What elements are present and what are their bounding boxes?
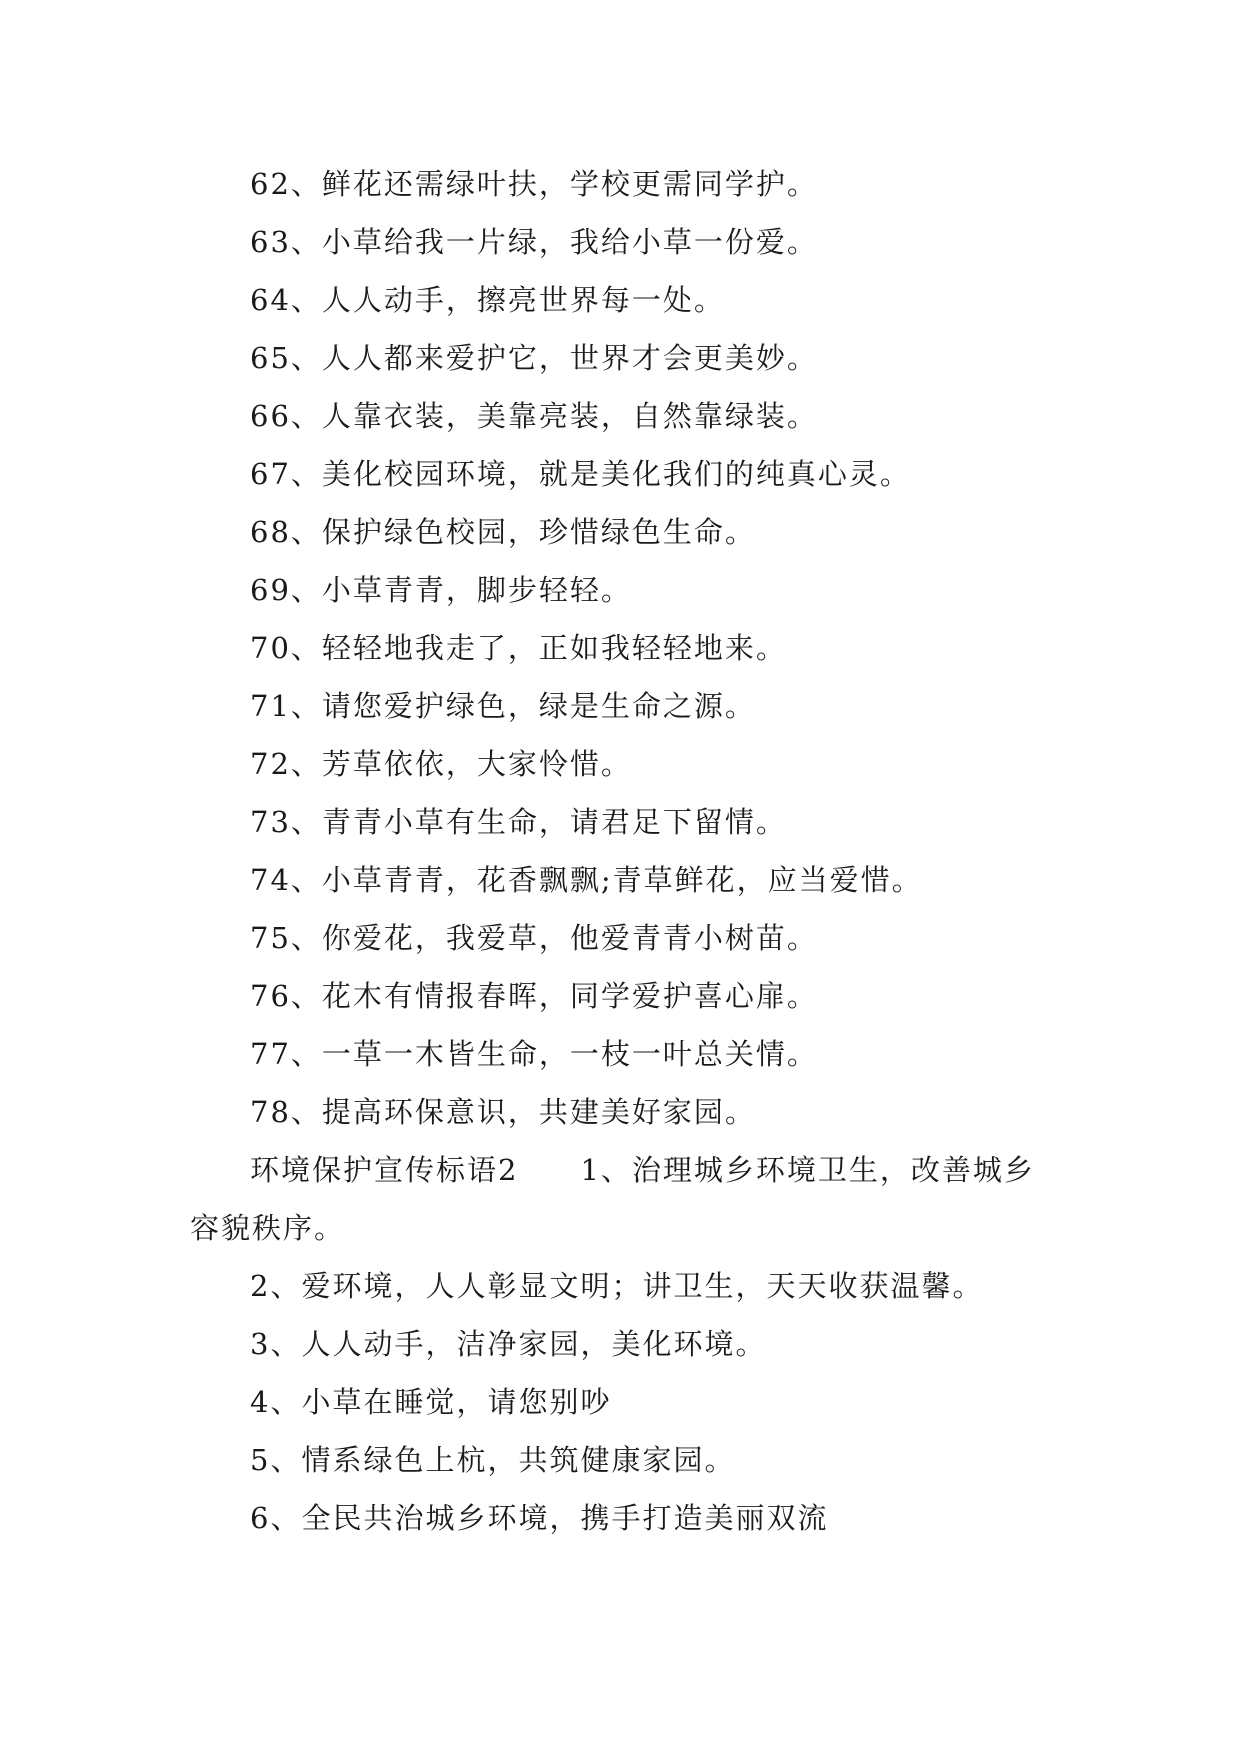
- slogan-line: 74、小草青青，花香飘飘;青草鲜花，应当爱惜。: [250, 863, 923, 897]
- document-body: [190, 155, 1060, 1547]
- slogan-line: 6、全民共治城乡环境，携手打造美丽双流: [250, 1501, 829, 1535]
- slogan-line: 77、一草一木皆生命，一枝一叶总关情。: [250, 1037, 818, 1071]
- slogan-line: 68、保护绿色校园，珍惜绿色生命。: [250, 515, 756, 549]
- slogan-line: 3、人人动手，洁净家园，美化环境。: [250, 1327, 767, 1361]
- slogan-line: 62、鲜花还需绿叶扶，学校更需同学护。: [250, 167, 818, 201]
- slogan-list-part1: [190, 155, 1060, 1141]
- slogan-line: 4、小草在睡觉，请您别吵: [250, 1385, 612, 1419]
- slogan-line: 71、请您爱护绿色，绿是生命之源。: [250, 689, 756, 723]
- slogan-line: 64、人人动手，擦亮世界每一处。: [250, 283, 725, 317]
- slogan-line: 73、青青小草有生命，请君足下留情。: [250, 805, 787, 839]
- slogan-line: 70、轻轻地我走了，正如我轻轻地来。: [250, 631, 787, 665]
- slogan-line: 63、小草给我一片绿，我给小草一份爱。: [250, 225, 818, 259]
- slogan-line: 65、人人都来爱护它，世界才会更美妙。: [250, 341, 818, 375]
- slogan-line: 76、花木有情报春晖，同学爱护喜心扉。: [250, 979, 818, 1013]
- slogan-line: 69、小草青青，脚步轻轻。: [250, 573, 632, 607]
- slogan-line: 72、芳草依依，大家怜惜。: [250, 747, 632, 781]
- slogan-line: 78、提高环保意识，共建美好家园。: [250, 1095, 756, 1129]
- slogan-list-part2: [190, 1257, 1060, 1547]
- slogan-line: 66、人靠衣装，美靠亮装，自然靠绿装。: [250, 399, 818, 433]
- slogan-line: 5、情系绿色上杭，共筑健康家园。: [250, 1443, 736, 1477]
- slogan-line: 2、爱环境，人人彰显文明；讲卫生，天天收获温馨。: [250, 1269, 984, 1303]
- slogan-line: 67、美化校园环境，就是美化我们的纯真心灵。: [250, 457, 911, 491]
- slogan-line: 75、你爱花，我爱草，他爱青青小树苗。: [250, 921, 818, 955]
- section-heading-paragraph: 环境保护宣传标语2 1、治理城乡环境卫生，改善城乡容貌秩序。: [190, 1153, 1035, 1245]
